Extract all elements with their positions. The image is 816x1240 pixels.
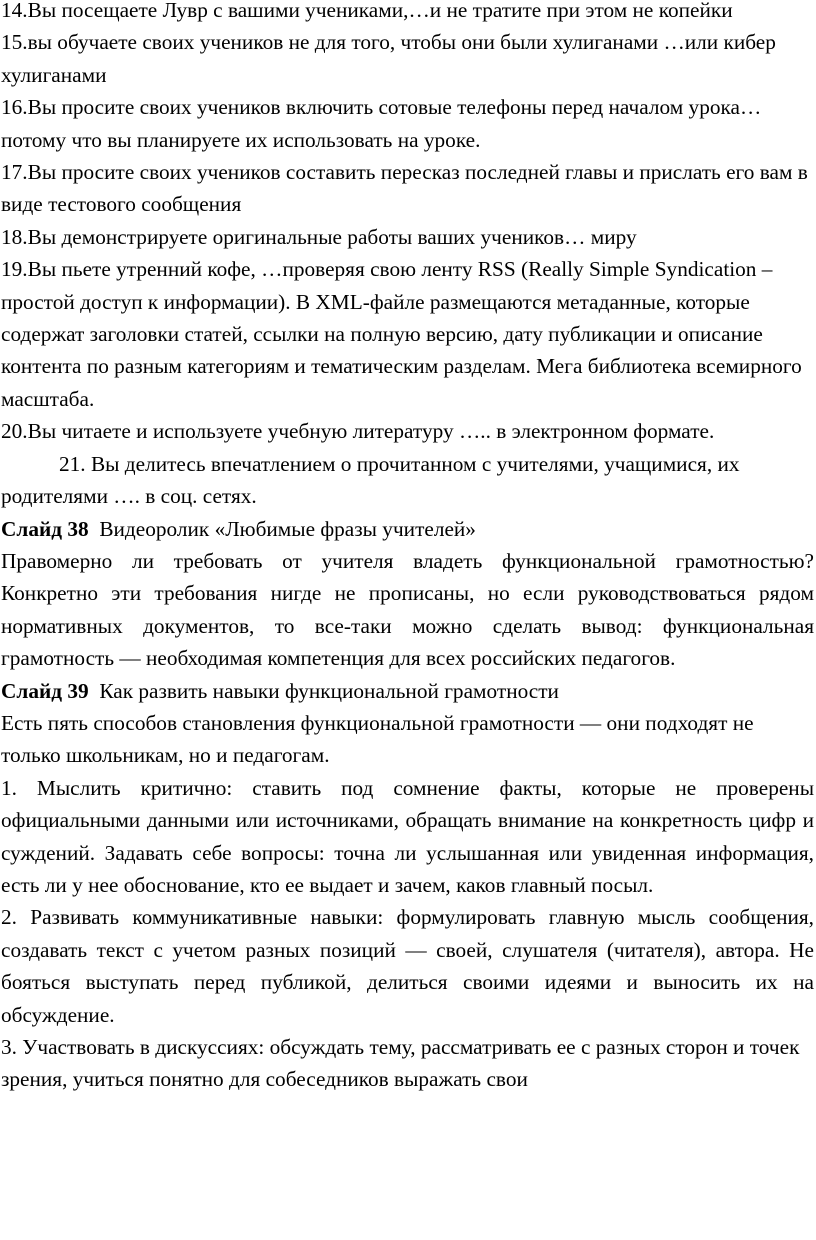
slide-38-paragraph: Правомерно ли требовать от учителя владеть функциональной грамотностью? Конкретно эти требования нигде не прописаны, но если руководствоваться рядом нормативных документов, то все-таки можно сделать вывод: функциональная грамотность — необходимая компетенция для всех российских педагогов.: [1, 548, 814, 671]
slide-39-heading: [1, 675, 814, 707]
list-item-16: 16.Вы просите своих учеников включить сотовые телефоны перед началом урока…потому что вы планируете их использовать на уроке.: [1, 95, 762, 152]
list-item-14: 14.Вы посещаете Лувр с вашими учениками,…и не тратите при этом не копейки: [1, 0, 733, 22]
list-item-15: 15.вы обучаете своих учеников не для того, чтобы они были хулиганами …или кибер хулиганами: [1, 30, 776, 87]
slide-38-heading: [1, 513, 814, 545]
slide-39-title: Как развить навыки функциональной грамотности: [99, 678, 559, 703]
list-item-21: 21. Вы делитесь впечатлением о прочитанном с учителями, учащимися, их родителями …. в соц. сетях.: [1, 451, 740, 509]
list-item-18: 18.Вы демонстрируете оригинальные работы ваших учеников… миру: [1, 224, 637, 249]
slide-38-title: Видеоролик «Любимые фразы учителей»: [99, 516, 476, 541]
slide-39-point-3: 3. Участвовать в дискуссиях: обсуждать тему, рассматривать ее с разных сторон и точек зрения, учиться понятно для собеседников выражать свои: [1, 1035, 800, 1092]
slide-39-intro: Есть пять способов становления функциональной грамотности — они подходят не только школьникам, но и педагогам.: [1, 710, 754, 768]
list-item-20: 20.Вы читаете и используете учебную литературу ….. в электронном формате.: [1, 419, 715, 444]
slide-39-label: Слайд 39: [1, 678, 89, 703]
list-item-19: 19.Вы пьете утренний кофе, …проверяя свою ленту RSS (Really Simple Syndication – простой доступ к информации). В XML-файле размещаются метаданные, которые содержат заголовки статей, ссылки на полную версию, дату публикации и описание контента по разным категориям и тематическим разделам. Мега библиотека всемирного масштаба.: [1, 257, 802, 411]
slide-39-point-1: 1. Мыслить критично: ставить под сомнение факты, которые не проверены официальными данными или источниками, обращать внимание на конкретность цифр и суждений. Задавать себе вопросы: точна ли услышанная или увиденная информация, есть ли у нее обоснование, кто ее выдает и зачем, каков главный посыл.: [1, 775, 814, 897]
slide-38-label: Слайд 38: [1, 516, 89, 541]
list-item-17: 17.Вы просите своих учеников составить пересказ последней главы и прислать его вам в виде тестового сообщения: [1, 160, 808, 217]
slide-39-point-2: 2. Развивать коммуникативные навыки: формулировать главную мысль сообщения, создавать текст с учетом разных позиций — своей, слушателя (читателя), автора. Не бояться выступать перед публикой, делиться своими идеями и выносить их на обсуждение.: [1, 905, 814, 1027]
